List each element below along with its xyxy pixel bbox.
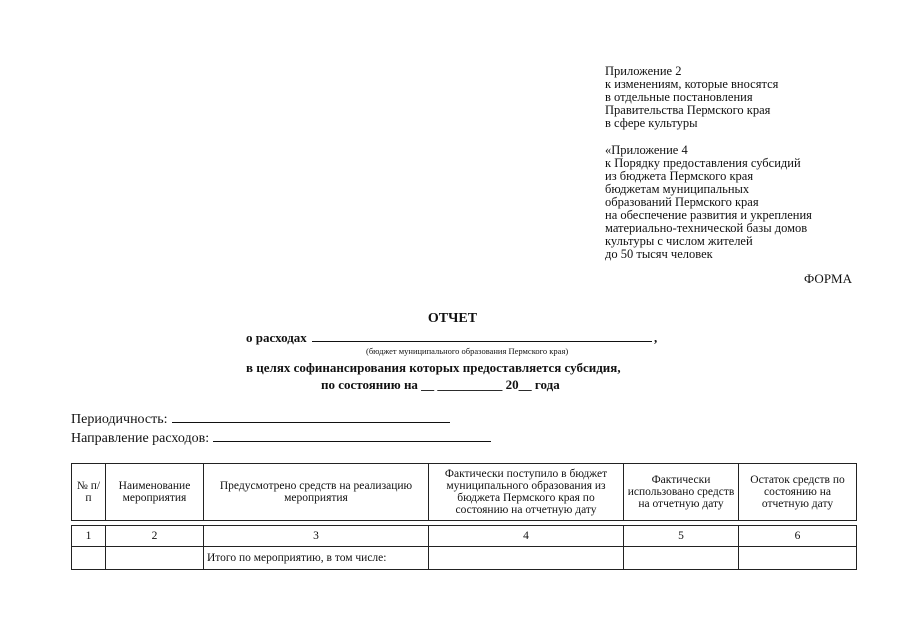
appendix-line: из бюджета Пермского края [605, 169, 754, 183]
appendix-header [605, 65, 895, 261]
column-number-cell: 1 [72, 526, 106, 547]
column-number-cell: 4 [429, 526, 624, 547]
appendix-line: Правительства Пермского края [605, 103, 771, 117]
appendix-line: материально-технической базы домов [605, 221, 808, 235]
appendix-block-1 [605, 65, 895, 130]
appendix-line: «Приложение 4 [605, 143, 688, 157]
column-number-cell: 3 [204, 526, 429, 547]
table-cell[interactable] [106, 547, 204, 570]
appendix-line: на обеспечение развития и укрепления [605, 208, 812, 222]
report-table [71, 463, 857, 570]
appendix-line: к Порядку предоставления субсидий [605, 156, 801, 170]
appendix-line: бюджетам муниципальных [605, 182, 750, 196]
table-header-cell: Остаток средств по состоянию на отчетную дату [739, 464, 857, 521]
column-number-cell: 5 [624, 526, 739, 547]
table-cell[interactable] [429, 547, 624, 570]
as-of-date-line: по состоянию на __ __________ 20__ года [321, 377, 560, 392]
table-cell[interactable] [739, 547, 857, 570]
report-title: ОТЧЕТ [427, 311, 478, 326]
direction-label: Направление расходов: [71, 431, 210, 446]
periodicity-blank-field[interactable] [172, 410, 450, 423]
expenses-line [246, 330, 657, 346]
total-row-label: Итого по мероприятию, в том числе: [204, 547, 429, 570]
column-number-cell: 2 [106, 526, 204, 547]
appendix-line: культуры с числом жителей [605, 234, 753, 248]
table-header-cell: Предусмотрено средств на реализацию мероприятия [204, 464, 429, 521]
periodicity-label: Периодичность: [71, 412, 168, 427]
budget-blank-field[interactable] [312, 330, 652, 342]
table-header-cell: Фактически использовано средств на отчетную дату [624, 464, 739, 521]
appendix-line: до 50 тысяч человек [605, 247, 713, 261]
appendix-block-2 [605, 144, 895, 261]
appendix-line: образований Пермского края [605, 195, 759, 209]
appendix-line: в отдельные постановления [605, 90, 753, 104]
budget-note: (бюджет муниципального образования Пермского края) [366, 346, 569, 356]
table-cell[interactable] [624, 547, 739, 570]
table-header-row [72, 464, 857, 521]
direction-row [71, 429, 491, 447]
column-number-cell: 6 [739, 526, 857, 547]
form-label: ФОРМА [804, 271, 852, 286]
appendix-line: Приложение 2 [605, 64, 682, 78]
table-header-cell: Фактически поступило в бюджет муниципального образования из бюджета Пермского края по состоянию на отчетную дату [429, 464, 624, 521]
table-total-row [72, 547, 857, 570]
expenses-suffix: , [654, 330, 658, 345]
table-header-cell: № п/п [72, 464, 106, 521]
appendix-line: в сфере культуры [605, 116, 698, 130]
table-number-row [72, 526, 857, 547]
table-header-cell: Наименование мероприятия [106, 464, 204, 521]
direction-blank-field[interactable] [213, 429, 491, 442]
table-cell[interactable] [72, 547, 106, 570]
appendix-line: к изменениям, которые вносятся [605, 77, 779, 91]
expenses-prefix: о расходах [246, 330, 307, 345]
periodicity-row [71, 410, 450, 428]
purpose-line: в целях софинансирования которых предоставляется субсидия, [246, 360, 621, 375]
